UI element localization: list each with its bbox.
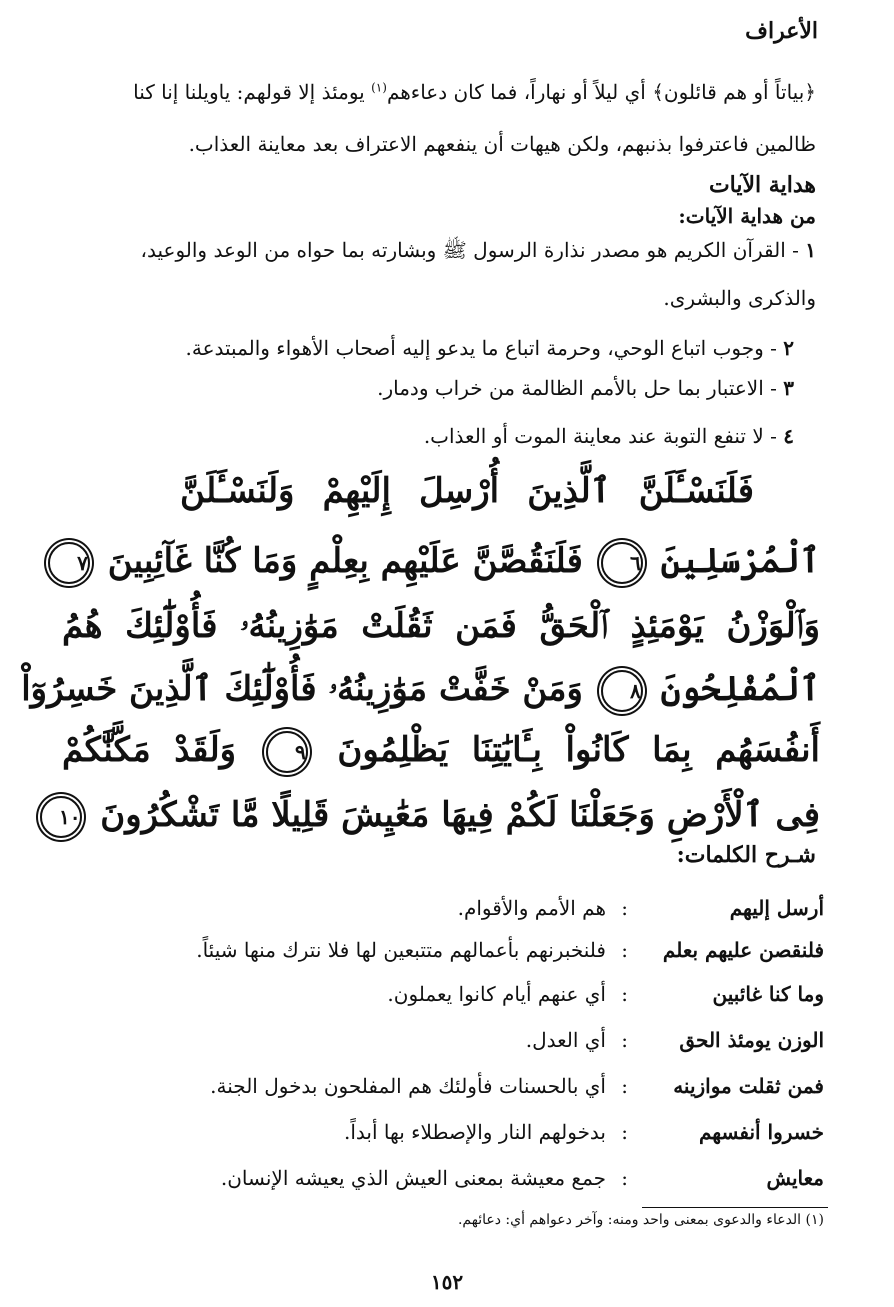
verse-text: ٱلْمُرْسَلِينَ [660,541,820,581]
item-number: ١ [805,238,816,262]
verse-text: أَنفُسَهُم بِمَا كَانُواْ بِـَٔايَٰتِنَا يَظْلِمُونَ [337,730,820,770]
page-number: ١٥٢ [430,1270,464,1294]
verse-text: وَمَنْ خَفَّتْ مَوَٰزِينُهُۥ فَأُوْلَٰٓئِكَ ٱلَّذِينَ خَسِرُوٓاْ [21,669,583,709]
item-text: والذكرى والبشرى. [663,286,816,310]
footnote: (١) الدعاء والدعوى بمعنى واحد ومنه: وآخر دعواهم أي: دعائهم. [457,1212,824,1228]
glossary-row [60,1074,824,1104]
glossary-colon: : [621,896,628,920]
glossary-definition: أي بالحسنات فأولئك هم المفلحون بدخول الجنة. [210,1074,606,1098]
item-text: - الاعتبار بما حل بالأمم الظالمة من خراب ودمار. [377,376,777,400]
intro-line-1: ﴿بياتاً أو هم قائلون﴾ أي ليلاً أو نهاراً، فما كان دعاءهم [386,80,816,104]
ayah-number-marker: ٩ [266,731,308,773]
guidance-item-1 [60,238,816,263]
glossary-colon: : [621,1074,628,1098]
glossary-term: أرسل إليهم [729,896,824,920]
guidance-item-2 [60,336,794,361]
verse-text: ٱلْمُفْلِحُونَ [660,669,820,709]
item-number: ٣ [783,376,794,400]
guidance-item-1-cont [60,286,816,311]
item-number: ٤ [783,424,794,448]
intro-line-2: ظالمين فاعترفوا بذنبهم، ولكن هيهات أن ينفعهم الاعتراف بعد معاينة العذاب. [188,132,816,156]
item-text: - القرآن الكريم هو مصدر نذارة الرسول ﷺ وبشارته بما حواه من الوعد والوعيد، [140,238,799,262]
glossary-colon: : [621,1028,628,1052]
guidance-item-3 [60,376,794,401]
verse-text: وَلَقَدْ مَكَّنَّٰكُمْ [62,730,237,770]
verse-line-4 [21,668,820,712]
ayah-number-marker: ١٠ [40,796,82,838]
glossary-colon: : [621,938,628,962]
section-heading-guidance: هداية الآيات [708,172,816,198]
glossary-colon: : [621,982,628,1006]
glossary-row [60,938,824,968]
item-text: - لا تنفع التوبة عند معاينة الموت أو العذاب. [423,424,777,448]
verse-line-3: وَٱلْوَزْنُ يَوْمَئِذٍ ٱلْحَقُّ فَمَن ثَقُلَتْ مَوَٰزِينُهُۥ فَأُوْلَٰٓئِكَ هُمُ [62,606,820,646]
footnote-marker: (١) [371,80,387,95]
guidance-item-4 [60,424,794,449]
glossary-definition: بدخولهم النار والإصطلاء بها أبداً. [343,1120,606,1144]
item-number: ٢ [783,336,794,360]
glossary-term: خسروا أنفسهم [698,1120,824,1144]
glossary-row [60,982,824,1012]
verse-text: فَلَنَقُصَّنَّ عَلَيْهِم بِعِلْمٍ وَمَا كُنَّا غَآئِبِينَ [107,541,583,581]
intro-line-1b: يومئذ إلا قولهم: ياويلنا إنا كنا [133,80,372,104]
glossary-term: فمن ثقلت موازينه [673,1074,824,1098]
glossary-colon: : [621,1120,628,1144]
glossary-definition: فلنخبرنهم بأعمالهم متتبعين لها فلا نترك منها شيئاً. [196,938,606,962]
glossary-term: وما كنا غائبين [712,982,824,1006]
glossary-definition: أي عنهم أيام كانوا يعملون. [387,982,606,1006]
verse-text: فِى ٱلْأَرْضِ وَجَعَلْنَا لَكُمْ فِيهَا مَعَٰيِشَ قَلِيلًا مَّا تَشْكُرُونَ [100,795,820,835]
glossary-definition: جمع معيشة بمعنى العيش الذي يعيشه الإنسان. [220,1166,606,1190]
ayah-number-marker: ٨ [601,670,643,712]
glossary-term: فلنقصن عليهم بعلم [662,938,824,962]
item-text: - وجوب اتباع الوحي، وحرمة اتباع ما يدعو إليه أصحاب الأهواء والمبتدعة. [185,336,777,360]
verse-line-2 [62,540,820,584]
intro-paragraph [60,80,816,105]
glossary-definition: أي العدل. [525,1028,606,1052]
glossary-term: الوزن يومئذ الحق [679,1028,824,1052]
page-header-title: الأعراف [745,18,818,44]
verse-line-5 [62,730,820,773]
verse-line-1: فَلَنَسْـَٔلَنَّ ٱلَّذِينَ أُرْسِلَ إِلَيْهِمْ وَلَنَسْـَٔلَنَّ [180,471,754,511]
glossary-colon: : [621,1166,628,1190]
verse-line-6 [58,794,820,838]
ayah-number-marker: ٦ [601,542,643,584]
glossary-row [60,1028,824,1058]
footnote-divider [642,1207,828,1208]
section-subheading-guidance: من هداية الآيات: [678,204,816,228]
glossary-definition: هم الأمم والأقوام. [457,896,606,920]
glossary-row [60,896,824,926]
glossary-row [60,1166,824,1196]
glossary-term: معايش [766,1166,824,1190]
glossary-heading: شـرح الكلمات: [676,842,816,868]
glossary-row [60,1120,824,1150]
ayah-number-marker: ٧ [48,542,90,584]
